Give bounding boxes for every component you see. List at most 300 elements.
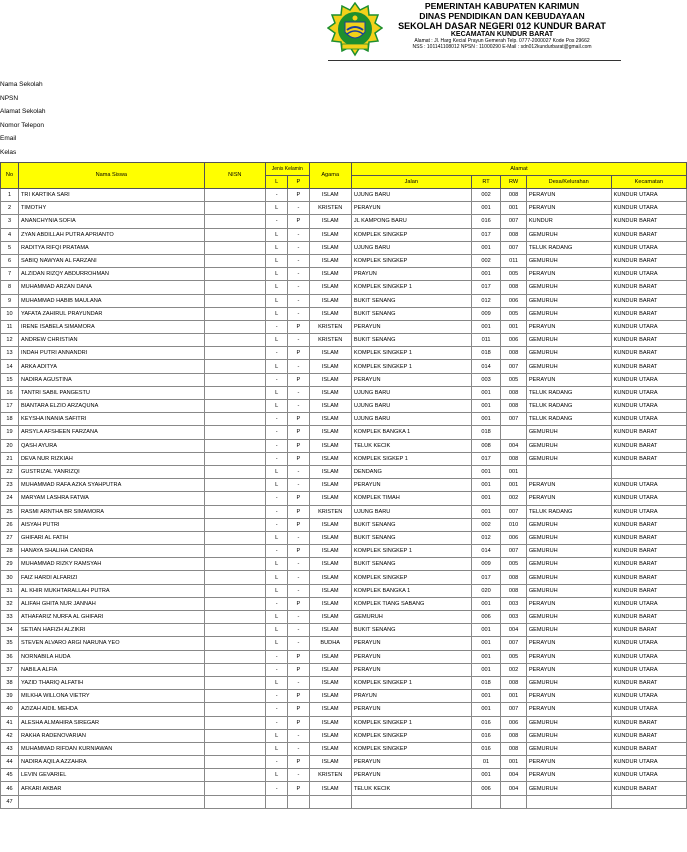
cell-l: L — [266, 228, 288, 241]
cell-rt: 01 — [471, 756, 501, 769]
cell-jalan: JL KAMPONG BARU — [351, 215, 471, 228]
cell-nama: RADITYA RIFQI PRATAMA — [19, 241, 205, 254]
cell-desa: PERAYUN — [526, 597, 611, 610]
cell-p: P — [288, 215, 309, 228]
cell-agama: ISLAM — [309, 729, 351, 742]
table-row — [1, 742, 687, 755]
cell-nisn — [204, 597, 265, 610]
cell-nisn — [204, 307, 265, 320]
cell-agama: ISLAM — [309, 716, 351, 729]
cell-nisn — [204, 795, 265, 808]
cell-rt: 001 — [471, 637, 501, 650]
cell-no: 14 — [1, 360, 19, 373]
cell-no: 39 — [1, 690, 19, 703]
cell-rt: 001 — [471, 241, 501, 254]
cell-rw: 006 — [501, 294, 526, 307]
table-row — [1, 558, 687, 571]
cell-rt — [471, 795, 501, 808]
cell-l: - — [266, 413, 288, 426]
cell-rw: 008 — [501, 400, 526, 413]
letterhead-line-4: KECAMATAN KUNDUR BARAT — [450, 31, 554, 39]
cell-kecamatan: KUNDUR BARAT — [611, 294, 686, 307]
cell-nama: RAKHA RADENOVARIAN — [19, 729, 205, 742]
cell-rw: 008 — [501, 584, 526, 597]
cell-nama: TANTRI SABIL PANGESTU — [19, 386, 205, 399]
cell-rw: 001 — [501, 320, 526, 333]
cell-agama: ISLAM — [309, 228, 351, 241]
cell-agama: ISLAM — [309, 215, 351, 228]
cell-rt: 001 — [471, 413, 501, 426]
cell-jalan: BUKIT SENANG — [351, 558, 471, 571]
cell-desa: GEMURUH — [526, 426, 611, 439]
cell-agama: ISLAM — [309, 663, 351, 676]
cell-no: 44 — [1, 756, 19, 769]
table-row — [1, 439, 687, 452]
cell-nisn — [204, 241, 265, 254]
cell-l: - — [266, 452, 288, 465]
cell-nisn — [204, 334, 265, 347]
cell-no: 23 — [1, 479, 19, 492]
cell-rw: 001 — [501, 690, 526, 703]
cell-desa: PERAYUN — [526, 479, 611, 492]
table-row — [1, 386, 687, 399]
cell-jalan: UJUNG BARU — [351, 386, 471, 399]
cell-jalan: KOMPLEK SINGKEP 1 — [351, 281, 471, 294]
cell-nisn — [204, 611, 265, 624]
cell-nisn — [204, 439, 265, 452]
table-row — [1, 769, 687, 782]
cell-p: - — [288, 386, 309, 399]
cell-nama: ANDREW CHRISTIAN — [19, 334, 205, 347]
table-row — [1, 782, 687, 795]
cell-p — [288, 795, 309, 808]
cell-nisn — [204, 254, 265, 267]
cell-l: L — [266, 729, 288, 742]
cell-agama: ISLAM — [309, 241, 351, 254]
cell-no: 24 — [1, 492, 19, 505]
cell-desa: TELUK RADANG — [526, 386, 611, 399]
table-row — [1, 268, 687, 281]
cell-l: - — [266, 320, 288, 333]
letterhead — [0, 0, 687, 66]
cell-kecamatan: KUNDUR BARAT — [611, 439, 686, 452]
header-jalan: Jalan — [351, 176, 471, 189]
cell-kecamatan: KUNDUR UTARA — [611, 597, 686, 610]
cell-desa: GEMURUH — [526, 742, 611, 755]
cell-kecamatan: KUNDUR BARAT — [611, 228, 686, 241]
cell-agama: ISLAM — [309, 452, 351, 465]
cell-no: 8 — [1, 281, 19, 294]
table-row — [1, 703, 687, 716]
cell-p: - — [288, 584, 309, 597]
cell-no: 35 — [1, 637, 19, 650]
cell-jalan: KOMPLEK BANGKA 1 — [351, 584, 471, 597]
cell-agama: ISLAM — [309, 518, 351, 531]
cell-l — [266, 795, 288, 808]
cell-agama: ISLAM — [309, 426, 351, 439]
cell-desa: GEMURUH — [526, 531, 611, 544]
cell-agama: KRISTEN — [309, 505, 351, 518]
cell-no: 45 — [1, 769, 19, 782]
cell-nama: NABILA ALFIA — [19, 663, 205, 676]
cell-desa: PERAYUN — [526, 703, 611, 716]
cell-nama: AZIZAH AIDIL MEHDA — [19, 703, 205, 716]
cell-nama: ANANCHYNIA SOFIA — [19, 215, 205, 228]
cell-no: 31 — [1, 584, 19, 597]
cell-nama: MUHAMMAD RIZKY RAMSYAH — [19, 558, 205, 571]
cell-nisn — [204, 479, 265, 492]
cell-jalan: KOMPLEK SINGKEP 1 — [351, 347, 471, 360]
cell-agama: ISLAM — [309, 413, 351, 426]
cell-jalan: PERAYUN — [351, 650, 471, 663]
cell-p: P — [288, 597, 309, 610]
cell-agama: ISLAM — [309, 676, 351, 689]
header-alamat: Alamat — [351, 163, 686, 176]
cell-nama: ZYAN ABDILLAH PUTRA APRIANTO — [19, 228, 205, 241]
cell-nisn — [204, 189, 265, 202]
cell-jalan: UJUNG BARU — [351, 241, 471, 254]
cell-l: L — [266, 584, 288, 597]
cell-desa: GEMURUH — [526, 439, 611, 452]
cell-jalan: KOMPLEK TIANG SABANG — [351, 597, 471, 610]
cell-agama: ISLAM — [309, 742, 351, 755]
cell-l: L — [266, 281, 288, 294]
cell-nisn — [204, 729, 265, 742]
table-row — [1, 334, 687, 347]
cell-rt: 001 — [471, 650, 501, 663]
cell-no: 4 — [1, 228, 19, 241]
cell-kecamatan — [611, 465, 686, 478]
cell-no: 28 — [1, 545, 19, 558]
cell-kecamatan: KUNDUR BARAT — [611, 716, 686, 729]
cell-jalan: BUKIT SENANG — [351, 307, 471, 320]
cell-rw: 007 — [501, 505, 526, 518]
cell-desa: GEMURUH — [526, 347, 611, 360]
table-row — [1, 347, 687, 360]
cell-desa: GEMURUH — [526, 716, 611, 729]
cell-rt: 002 — [471, 189, 501, 202]
cell-no: 41 — [1, 716, 19, 729]
cell-jalan: KOMPLEK SINGKEP — [351, 254, 471, 267]
cell-jalan: KOMPLEK SIGKEP 1 — [351, 452, 471, 465]
cell-p: - — [288, 479, 309, 492]
cell-desa — [526, 795, 611, 808]
cell-rw: 007 — [501, 215, 526, 228]
cell-nisn — [204, 268, 265, 281]
cell-nisn — [204, 400, 265, 413]
cell-l: - — [266, 518, 288, 531]
table-row — [1, 189, 687, 202]
cell-l: - — [266, 347, 288, 360]
cell-nama: RASMI ARNTHA BR SIMAMORA — [19, 505, 205, 518]
cell-nisn — [204, 465, 265, 478]
cell-jalan: UJUNG BARU — [351, 400, 471, 413]
cell-jalan: TELUK KECIK — [351, 782, 471, 795]
cell-no: 29 — [1, 558, 19, 571]
info-label: Kelas — [0, 148, 17, 156]
cell-p: P — [288, 518, 309, 531]
cell-l: L — [266, 479, 288, 492]
cell-l: - — [266, 690, 288, 703]
cell-rt: 016 — [471, 742, 501, 755]
cell-p: P — [288, 703, 309, 716]
cell-no: 37 — [1, 663, 19, 676]
cell-desa: GEMURUH — [526, 624, 611, 637]
cell-p: P — [288, 347, 309, 360]
cell-rw: 005 — [501, 650, 526, 663]
cell-l: L — [266, 769, 288, 782]
cell-nama: GUSTRIZAL YANRIZQI — [19, 465, 205, 478]
cell-rw: 007 — [501, 545, 526, 558]
cell-p: P — [288, 782, 309, 795]
cell-desa: TELUK RADANG — [526, 413, 611, 426]
cell-kecamatan: KUNDUR UTARA — [611, 241, 686, 254]
cell-jalan: KOMPLEK BANGKA 1 — [351, 426, 471, 439]
cell-nama: YAFATA ZAHIRUL PRAYUNDAR — [19, 307, 205, 320]
cell-nisn — [204, 703, 265, 716]
cell-agama: ISLAM — [309, 782, 351, 795]
cell-nama: BIANTARA ELZIO ARZAQUNA — [19, 400, 205, 413]
cell-desa: GEMURUH — [526, 294, 611, 307]
cell-nama: STEVEN ALVARO ARGI NARUNA YEO — [19, 637, 205, 650]
cell-p: - — [288, 769, 309, 782]
cell-rw: 004 — [501, 624, 526, 637]
cell-rw: 008 — [501, 189, 526, 202]
cell-agama: ISLAM — [309, 281, 351, 294]
cell-l: - — [266, 426, 288, 439]
cell-nisn — [204, 294, 265, 307]
cell-p: P — [288, 505, 309, 518]
cell-kecamatan: KUNDUR BARAT — [611, 729, 686, 742]
letterhead-divider — [328, 60, 621, 61]
header-nama-siswa: Nama Siswa — [19, 163, 205, 189]
cell-desa: GEMURUH — [526, 518, 611, 531]
cell-agama: ISLAM — [309, 307, 351, 320]
info-label: Nomor Telepon — [0, 121, 44, 129]
cell-jalan: PRAYUN — [351, 268, 471, 281]
cell-p: P — [288, 690, 309, 703]
cell-desa: PERAYUN — [526, 202, 611, 215]
cell-agama: ISLAM — [309, 756, 351, 769]
cell-rt: 006 — [471, 611, 501, 624]
cell-l: L — [266, 624, 288, 637]
cell-p: - — [288, 334, 309, 347]
cell-nisn — [204, 281, 265, 294]
cell-nisn — [204, 320, 265, 333]
table-row — [1, 795, 687, 808]
cell-desa: GEMURUH — [526, 584, 611, 597]
cell-jalan: KOMPLEK SINGKEP 1 — [351, 716, 471, 729]
cell-rt: 001 — [471, 386, 501, 399]
cell-rt: 001 — [471, 663, 501, 676]
table-row — [1, 452, 687, 465]
cell-no: 5 — [1, 241, 19, 254]
cell-p: P — [288, 650, 309, 663]
table-row — [1, 690, 687, 703]
cell-no: 43 — [1, 742, 19, 755]
letterhead-line-1: PEMERINTAH KABUPATEN KARIMUN — [424, 1, 580, 11]
cell-desa: GEMURUH — [526, 452, 611, 465]
cell-nama: NORNABILA HUDA — [19, 650, 205, 663]
cell-agama: ISLAM — [309, 254, 351, 267]
cell-kecamatan: KUNDUR BARAT — [611, 742, 686, 755]
cell-rt: 009 — [471, 558, 501, 571]
cell-rw — [501, 795, 526, 808]
cell-kecamatan: KUNDUR UTARA — [611, 756, 686, 769]
cell-p: - — [288, 307, 309, 320]
cell-jalan: KOMPLEK SINGKEP — [351, 228, 471, 241]
cell-rt: 001 — [471, 492, 501, 505]
cell-rw: 003 — [501, 611, 526, 624]
cell-l: - — [266, 663, 288, 676]
cell-jalan: KOMPLEK SINGKEP — [351, 729, 471, 742]
student-roster-table — [0, 162, 687, 809]
cell-agama: ISLAM — [309, 571, 351, 584]
cell-jalan: DENDANG — [351, 465, 471, 478]
cell-rt: 001 — [471, 505, 501, 518]
cell-nisn — [204, 452, 265, 465]
cell-nisn — [204, 650, 265, 663]
cell-nisn — [204, 202, 265, 215]
cell-rw: 006 — [501, 716, 526, 729]
letterhead-line-3: SEKOLAH DASAR NEGERI 012 KUNDUR BARAT — [398, 21, 606, 32]
cell-agama: ISLAM — [309, 558, 351, 571]
header-rt: RT — [471, 176, 501, 189]
cell-no: 47 — [1, 795, 19, 808]
cell-l: - — [266, 373, 288, 386]
cell-nisn — [204, 756, 265, 769]
cell-agama: ISLAM — [309, 545, 351, 558]
cell-l: L — [266, 254, 288, 267]
cell-agama: ISLAM — [309, 584, 351, 597]
cell-p: - — [288, 729, 309, 742]
cell-nama: HANAYA SHALIHA CANDRA — [19, 545, 205, 558]
cell-jalan: PERAYUN — [351, 373, 471, 386]
cell-rt: 014 — [471, 545, 501, 558]
cell-kecamatan: KUNDUR UTARA — [611, 637, 686, 650]
cell-nama: ATHAFARIZ NURFA AL GHIFARI — [19, 611, 205, 624]
cell-l: L — [266, 241, 288, 254]
cell-no: 21 — [1, 452, 19, 465]
cell-p: - — [288, 241, 309, 254]
cell-l: L — [266, 676, 288, 689]
cell-rt: 001 — [471, 479, 501, 492]
cell-l: L — [266, 334, 288, 347]
cell-nisn — [204, 426, 265, 439]
cell-desa: TELUK RADANG — [526, 505, 611, 518]
cell-agama: ISLAM — [309, 492, 351, 505]
cell-nisn — [204, 571, 265, 584]
cell-rt: 001 — [471, 769, 501, 782]
cell-rw: 008 — [501, 729, 526, 742]
cell-no: 38 — [1, 676, 19, 689]
cell-agama: ISLAM — [309, 439, 351, 452]
cell-rw: 008 — [501, 571, 526, 584]
cell-l: - — [266, 782, 288, 795]
cell-p: - — [288, 637, 309, 650]
cell-kecamatan: KUNDUR UTARA — [611, 492, 686, 505]
cell-agama: ISLAM — [309, 624, 351, 637]
cell-nama: MUHAMMAD RIFDAN KURNIAWAN — [19, 742, 205, 755]
cell-nama: KEYSHA INANIA SAFITRI — [19, 413, 205, 426]
cell-agama: ISLAM — [309, 690, 351, 703]
cell-jalan: PERAYUN — [351, 769, 471, 782]
header-kecamatan: Kecamatan — [611, 176, 686, 189]
cell-nama: ALZIDAN RIZQY ABDURROHMAN — [19, 268, 205, 281]
cell-agama: ISLAM — [309, 400, 351, 413]
cell-jalan: KOMPLEK SINGKEP — [351, 742, 471, 755]
cell-agama: ISLAM — [309, 360, 351, 373]
cell-kecamatan: KUNDUR BARAT — [611, 676, 686, 689]
cell-kecamatan: KUNDUR UTARA — [611, 386, 686, 399]
cell-jalan: BUKIT SENANG — [351, 334, 471, 347]
cell-l: - — [266, 505, 288, 518]
school-info-labels — [0, 66, 687, 162]
cell-nama: MARYAM LASHRA FATWA — [19, 492, 205, 505]
cell-rt: 001 — [471, 624, 501, 637]
cell-p: - — [288, 254, 309, 267]
cell-rw: 008 — [501, 281, 526, 294]
cell-p: P — [288, 545, 309, 558]
cell-kecamatan: KUNDUR BARAT — [611, 558, 686, 571]
cell-nisn — [204, 505, 265, 518]
cell-no: 17 — [1, 400, 19, 413]
table-row — [1, 294, 687, 307]
cell-nama: NADIRA AQILA AZZAHRA — [19, 756, 205, 769]
cell-nama: QASH AYURA — [19, 439, 205, 452]
cell-nama: YAZID THARIQ ALFATIH — [19, 676, 205, 689]
cell-no: 46 — [1, 782, 19, 795]
table-row — [1, 716, 687, 729]
cell-l: L — [266, 637, 288, 650]
cell-kecamatan: KUNDUR BARAT — [611, 624, 686, 637]
cell-agama: ISLAM — [309, 703, 351, 716]
cell-l: - — [266, 439, 288, 452]
cell-jalan: PRAYUN — [351, 690, 471, 703]
cell-l: L — [266, 571, 288, 584]
cell-p: P — [288, 663, 309, 676]
cell-p: - — [288, 611, 309, 624]
cell-desa: PERAYUN — [526, 769, 611, 782]
table-row — [1, 241, 687, 254]
cell-nisn — [204, 624, 265, 637]
letterhead-line-2: DINAS PENDIDIKAN DAN KEBUDAYAAN — [419, 10, 585, 21]
cell-rw: 008 — [501, 228, 526, 241]
cell-p: P — [288, 439, 309, 452]
cell-nisn — [204, 676, 265, 689]
cell-jalan — [351, 795, 471, 808]
cell-nisn — [204, 742, 265, 755]
cell-agama: KRISTEN — [309, 334, 351, 347]
table-row — [1, 597, 687, 610]
cell-rt: 012 — [471, 294, 501, 307]
cell-kecamatan: KUNDUR BARAT — [611, 360, 686, 373]
cell-l: L — [266, 268, 288, 281]
cell-nisn — [204, 545, 265, 558]
table-row — [1, 545, 687, 558]
table-row — [1, 531, 687, 544]
cell-kecamatan: KUNDUR UTARA — [611, 320, 686, 333]
cell-l: L — [266, 465, 288, 478]
cell-nisn — [204, 347, 265, 360]
cell-rw: 006 — [501, 531, 526, 544]
cell-rt: 001 — [471, 268, 501, 281]
cell-no: 40 — [1, 703, 19, 716]
cell-rw: 004 — [501, 439, 526, 452]
table-row — [1, 479, 687, 492]
cell-desa: PERAYUN — [526, 268, 611, 281]
cell-rt: 002 — [471, 254, 501, 267]
